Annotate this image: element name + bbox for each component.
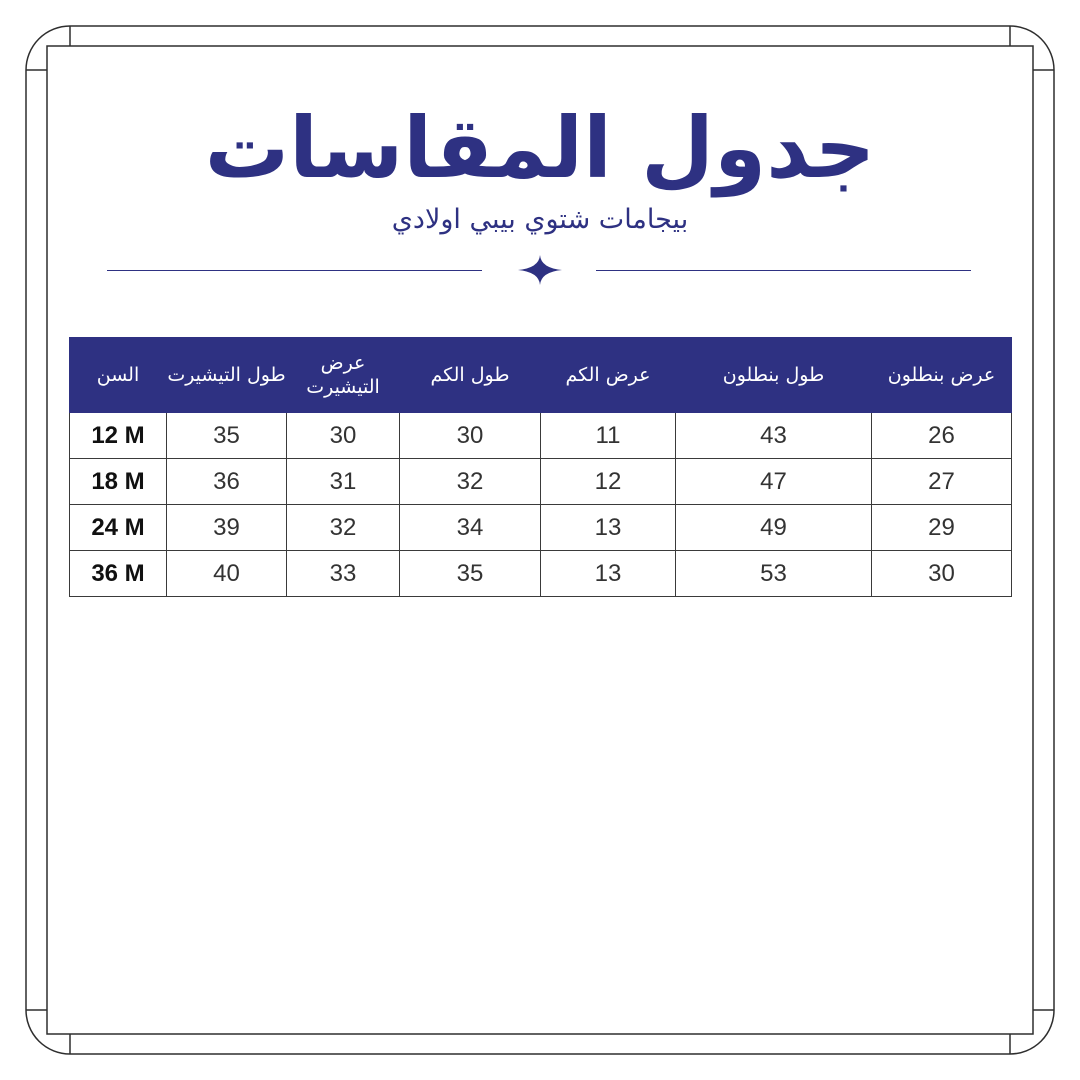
header-sleeve-width: عرض الكم: [541, 338, 676, 413]
cell-pants-width: 29: [872, 505, 1012, 551]
table-row: [70, 413, 1012, 459]
header-sleeve-length: طول الكم: [400, 338, 541, 413]
cell-pants-width: 27: [872, 459, 1012, 505]
size-chart-table: [69, 337, 1012, 597]
cell-tshirt-length: 40: [167, 551, 287, 597]
cell-pants-length: 49: [676, 505, 872, 551]
cell-tshirt-width: 32: [287, 505, 400, 551]
cell-tshirt-width: 31: [287, 459, 400, 505]
cell-tshirt-width: 33: [287, 551, 400, 597]
divider-line-right: [596, 270, 971, 271]
header-pants-length: طول بنطلون: [676, 338, 872, 413]
divider-line-left: [107, 270, 482, 271]
cell-pants-length: 53: [676, 551, 872, 597]
table-row: [70, 459, 1012, 505]
table-row: [70, 551, 1012, 597]
cell-sleeve-width: 12: [541, 459, 676, 505]
table-header-row: [70, 338, 1012, 413]
cell-age: 12 M: [70, 413, 167, 459]
cell-sleeve-length: 34: [400, 505, 541, 551]
cell-sleeve-width: 11: [541, 413, 676, 459]
cell-pants-length: 43: [676, 413, 872, 459]
page-title: جدول المقاسات: [204, 99, 876, 197]
cell-sleeve-width: 13: [541, 551, 676, 597]
cell-tshirt-length: 39: [167, 505, 287, 551]
cell-pants-width: 30: [872, 551, 1012, 597]
four-point-star-icon: [516, 253, 564, 287]
page-subtitle: بيجامات شتوي بيبي اولادي: [391, 204, 689, 235]
table-row: [70, 505, 1012, 551]
cell-sleeve-width: 13: [541, 505, 676, 551]
cell-pants-length: 47: [676, 459, 872, 505]
header-tshirt-width: عرض التيشيرت: [287, 338, 400, 413]
cell-age: 24 M: [70, 505, 167, 551]
cell-tshirt-length: 36: [167, 459, 287, 505]
cell-tshirt-width: 30: [287, 413, 400, 459]
cell-sleeve-length: 35: [400, 551, 541, 597]
cell-age: 18 M: [70, 459, 167, 505]
cell-age: 36 M: [70, 551, 167, 597]
cell-sleeve-length: 32: [400, 459, 541, 505]
cell-sleeve-length: 30: [400, 413, 541, 459]
header-pants-width: عرض بنطلون: [872, 338, 1012, 413]
cell-pants-width: 26: [872, 413, 1012, 459]
header-age: السن: [70, 338, 167, 413]
header-tshirt-length: طول التيشيرت: [167, 338, 287, 413]
cell-tshirt-length: 35: [167, 413, 287, 459]
